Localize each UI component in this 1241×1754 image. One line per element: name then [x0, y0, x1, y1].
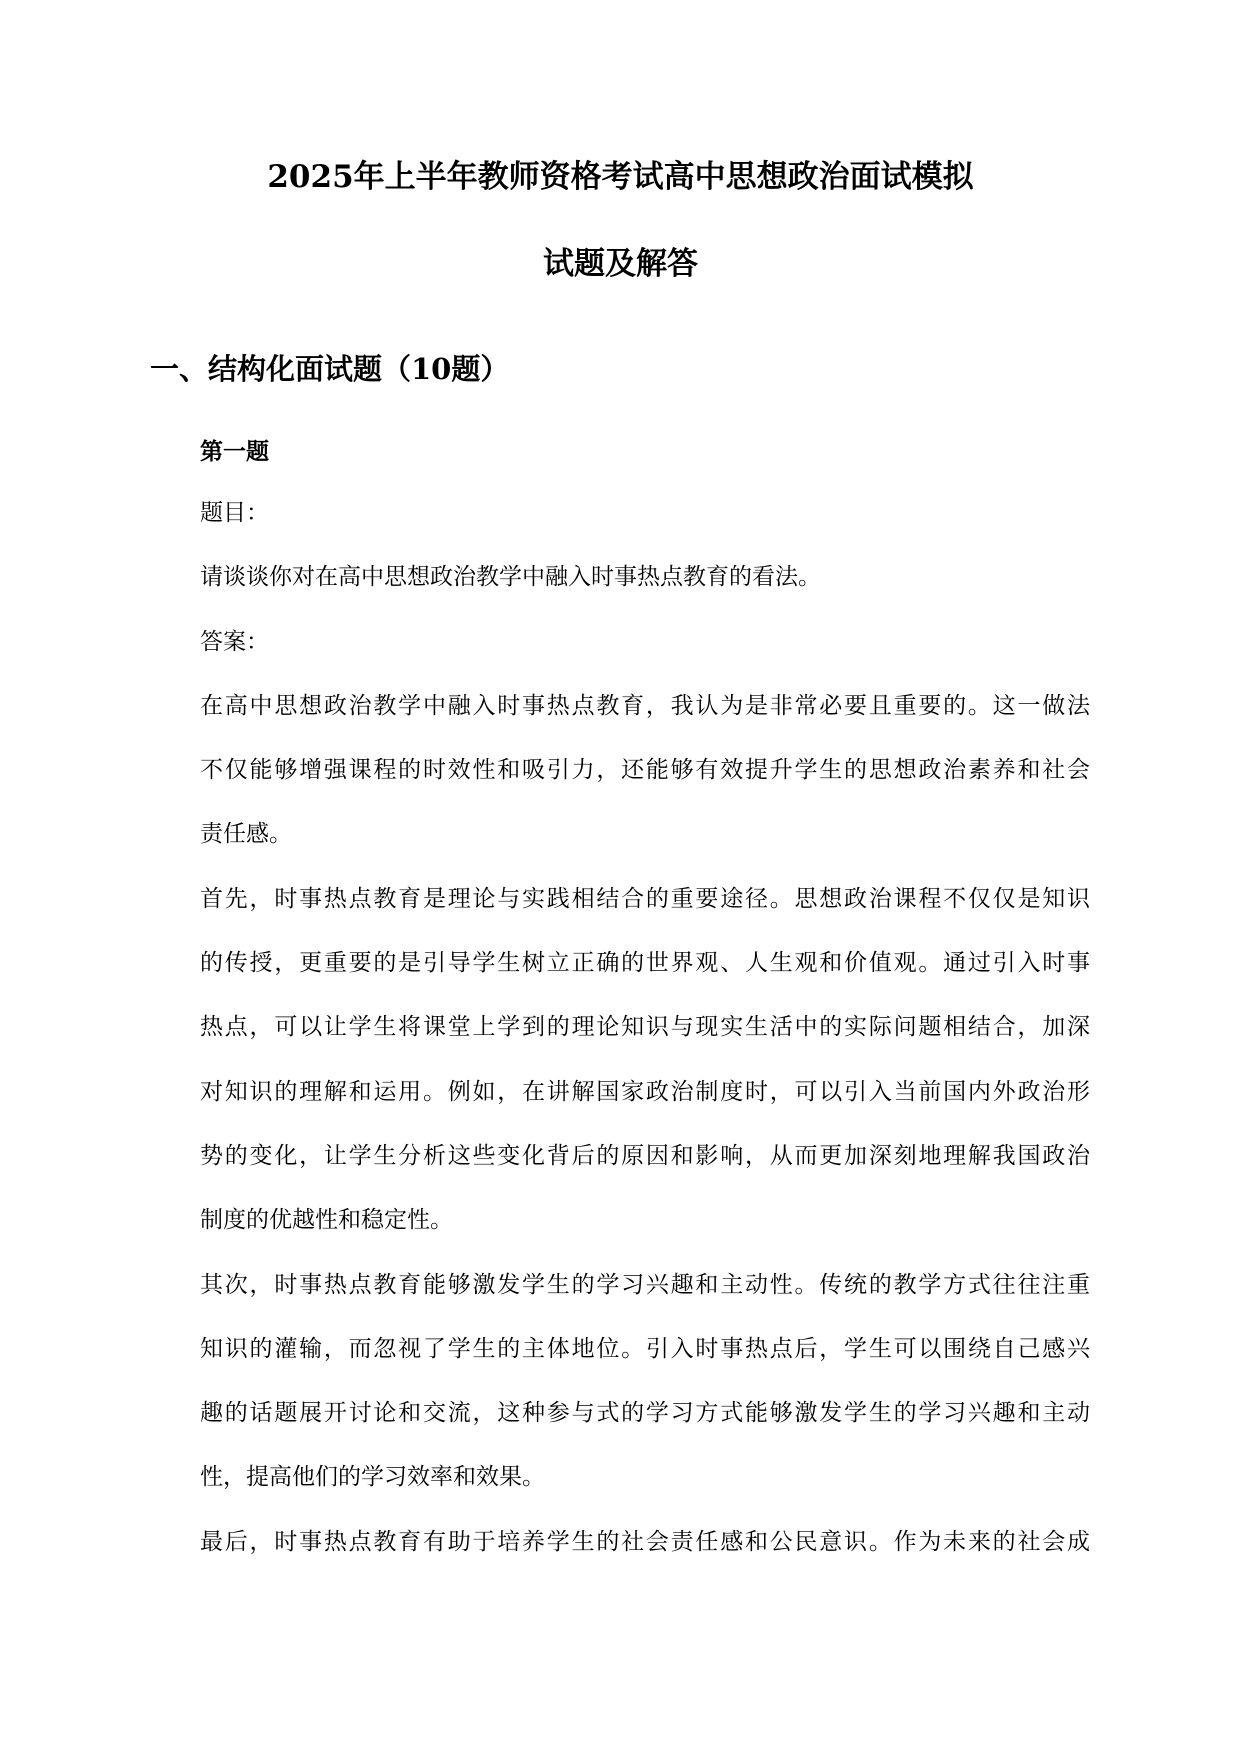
body-line: 的传授，更重要的是引导学生树立正确的世界观、人生观和价值观。通过引入时事 [200, 950, 1090, 977]
body-line: 对知识的理解和运用。例如，在讲解国家政治制度时，可以引入当前国内外政治形 [200, 1078, 1090, 1105]
body-line: 在高中思想政治教学中融入时事热点教育，我认为是非常必要且重要的。这一做法 [200, 692, 1090, 719]
question-text: 请谈谈你对在高中思想政治教学中融入时事热点教育的看法。 [200, 564, 821, 591]
question-label: 题目： [200, 500, 269, 526]
body-line: 趣的话题展开讨论和交流，这种参与式的学习方式能够激发学生的学习兴趣和主动 [200, 1400, 1090, 1427]
body-line: 其次，时事热点教育能够激发学生的学习兴趣和主动性。传统的教学方式往往注重 [200, 1271, 1090, 1298]
body-line: 性，提高他们的学习效率和效果。 [200, 1464, 545, 1491]
body-line: 不仅能够增强课程的时效性和吸引力，还能够有效提升学生的思想政治素养和社会 [200, 757, 1090, 784]
body-line: 制度的优越性和稳定性。 [200, 1207, 453, 1234]
section-heading: 一、结构化面试题（10题） [150, 352, 510, 386]
answer-body [200, 497, 1090, 1590]
document-title-line-1: 2025年上半年教师资格考试高中思想政治面试模拟 [267, 159, 974, 195]
body-line: 热点，可以让学生将课堂上学到的理论知识与现实生活中的实际问题相结合，加深 [200, 1014, 1090, 1041]
body-line: 知识的灌输，而忽视了学生的主体地位。引入时事热点后，学生可以围绕自己感兴 [200, 1335, 1090, 1362]
body-line: 首先，时事热点教育是理论与实践相结合的重要途径。思想政治课程不仅仅是知识 [200, 885, 1090, 912]
body-line: 责任感。 [200, 821, 292, 848]
document-title-line-2: 试题及解答 [543, 246, 698, 282]
body-line: 最后，时事热点教育有助于培养学生的社会责任感和公民意识。作为未来的社会成 [200, 1528, 1090, 1555]
question-heading: 第一题 [200, 438, 269, 465]
body-line: 势的变化，让学生分析这些变化背后的原因和影响，从而更加深刻地理解我国政治 [200, 1142, 1090, 1169]
answer-label: 答案： [200, 628, 269, 655]
